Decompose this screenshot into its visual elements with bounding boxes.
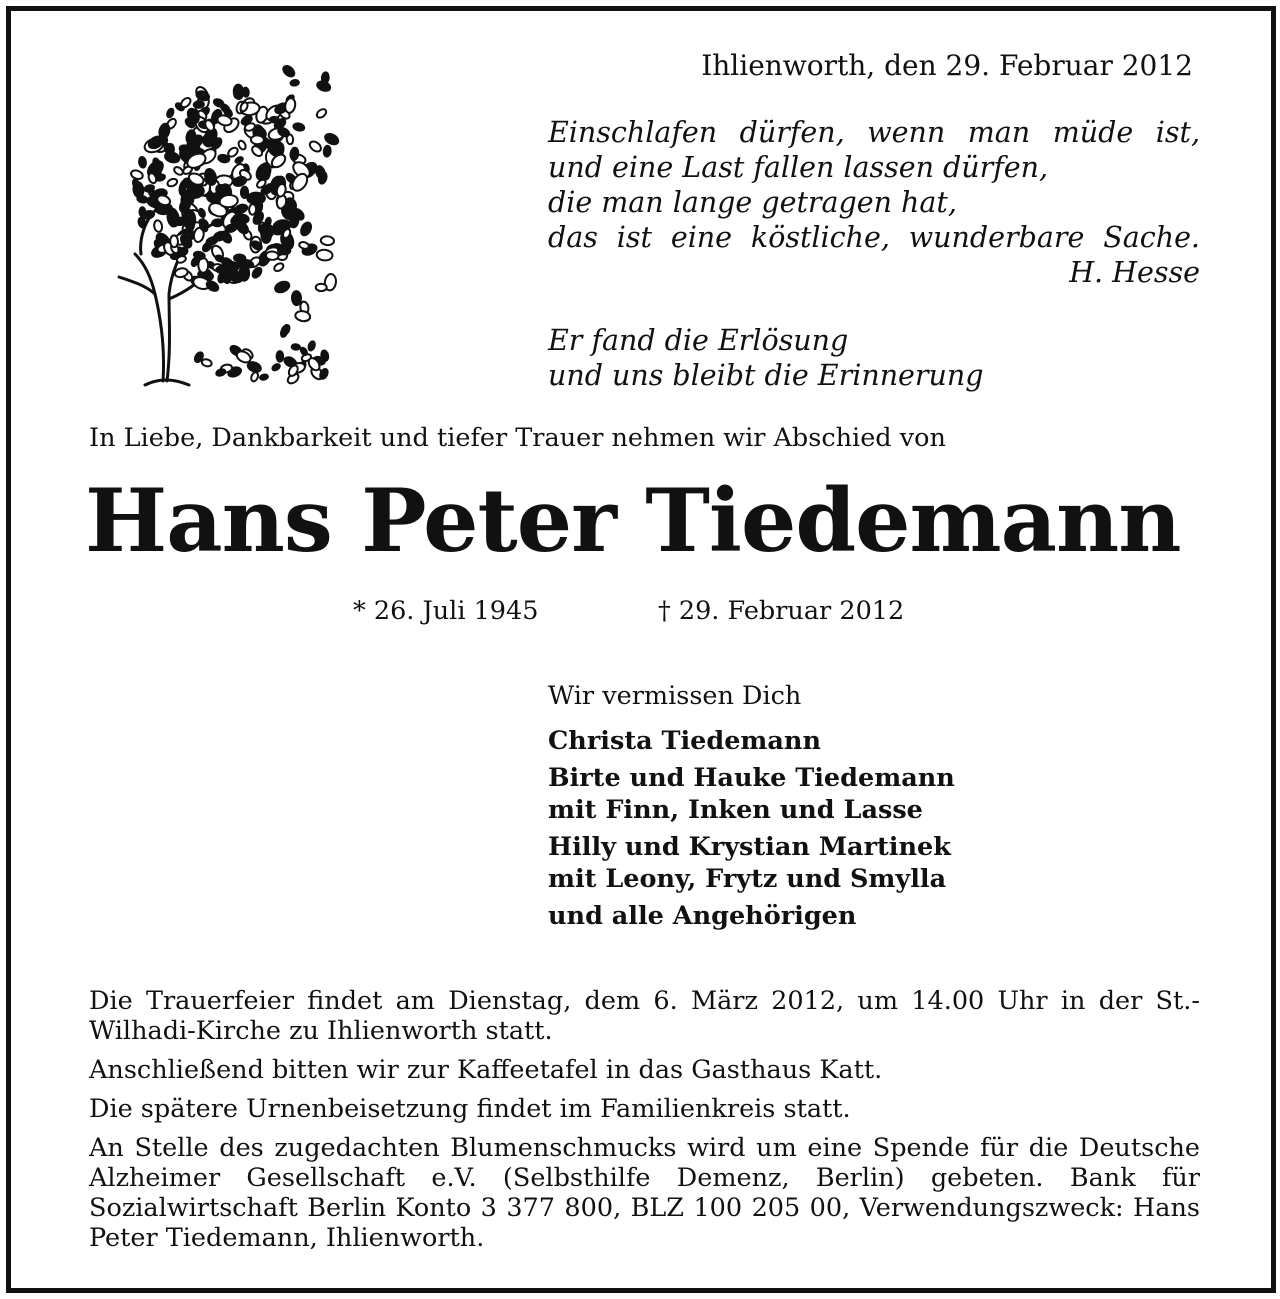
mourners-list: [548, 725, 955, 937]
leaf-mark: [298, 220, 313, 237]
leaf-mark: [271, 362, 282, 372]
poem-line: das ist eine köstliche, wunderbare Sache.: [548, 221, 1200, 254]
leaf-mark: [136, 194, 148, 204]
info-paragraph: Die Trauerfeier findet am Dienstag, dem 6. März 2012, um 14.00 Uhr in der St.-Wilhadi-Kirche zu Ihlienworth statt.: [89, 986, 1200, 1046]
info-paragraph: An Stelle des zugedachten Blumenschmucks wird um eine Spende für die Deutsche Alzheimer Gesellschaft e.V. (Selbsthilfe Demenz, Berlin) gebeten. Bank für Sozialwirtschaft Berlin Konto 3 377 800, BLZ 100 205 00, Verwendungszweck: Hans Peter Tiedemann, Ihlienworth.: [89, 1133, 1200, 1253]
leaf-mark: [182, 209, 196, 229]
poem-line: und eine Last fallen lassen dürfen,: [548, 151, 1049, 184]
leaf-mark: [292, 122, 305, 132]
leaf-mark: [153, 220, 163, 233]
leaf-mark: [250, 371, 259, 382]
mourner-line: und alle Angehörigen: [548, 901, 857, 931]
poem-line: die man lange getragen hat,: [548, 186, 957, 219]
leaf-mark: [266, 251, 279, 260]
mourner-line: mit Leony, Frytz und Smylla: [548, 864, 947, 894]
leaf-mark: [307, 340, 317, 352]
leaf-mark: [247, 192, 266, 204]
mourners-heading: Wir vermissen Dich: [548, 681, 802, 711]
mourner-line: mit Finn, Inken und Lasse: [548, 795, 923, 825]
quote-line: Er fand die Erlösung: [548, 324, 849, 357]
place-date: Ihlienworth, den 29. Februar 2012: [701, 49, 1193, 82]
mourner-group: [548, 725, 955, 757]
leaf-mark: [138, 156, 147, 169]
leaf-mark: [259, 373, 269, 381]
leaf-mark: [170, 235, 178, 247]
obituary-notice: [6, 6, 1276, 1293]
leaf-mark: [249, 204, 256, 215]
leaf-mark: [216, 266, 228, 274]
leaf-mark: [165, 107, 175, 119]
mourner-group: [548, 900, 955, 932]
quote-line: und uns bleibt die Erinnerung: [548, 359, 984, 392]
leaf-mark: [273, 279, 292, 295]
mourner-line: Hilly und Krystian Martinek: [548, 832, 951, 862]
leaf-mark: [316, 249, 333, 261]
leaf-mark: [273, 262, 285, 273]
leaf-mark: [201, 358, 212, 367]
leaf-mark: [198, 258, 208, 273]
leaf-mark: [193, 101, 205, 109]
leaf-mark: [290, 79, 300, 87]
mourner-group: [548, 762, 955, 826]
memorial-quote: [548, 323, 984, 393]
mourner-line: Christa Tiedemann: [548, 726, 822, 756]
leaf-mark: [219, 194, 238, 208]
mourner-group: [548, 831, 955, 895]
leaf-mark: [179, 96, 192, 109]
leaf-mark: [308, 139, 323, 153]
leaf-mark: [226, 146, 239, 158]
info-paragraph: Anschließend bitten wir zur Kaffeetafel in das Gasthaus Katt.: [89, 1055, 883, 1085]
poem-line: Einschlafen dürfen, wenn man müde ist,: [548, 116, 1200, 149]
leaf-mark: [291, 343, 301, 350]
leaf-mark: [276, 351, 284, 363]
leaf-mark: [315, 107, 328, 119]
info-paragraph: Die spätere Urnenbeisetzung findet im Familienkreis statt.: [89, 1094, 851, 1124]
leaf-mark: [321, 236, 335, 246]
deceased-name: Hans Peter Tiedemann: [85, 469, 1181, 572]
leaf-mark: [323, 145, 332, 157]
birth-date: * 26. Juli 1945: [353, 596, 539, 626]
farewell-intro: In Liebe, Dankbarkeit und tiefer Trauer nehmen wir Abschied von: [89, 423, 946, 453]
leaf-mark: [321, 72, 330, 84]
leaf-mark: [166, 178, 178, 188]
mourner-line: Birte und Hauke Tiedemann: [548, 763, 955, 793]
leaf-mark: [130, 169, 144, 180]
hesse-poem: [548, 115, 1200, 290]
poem-author: H. Hesse: [1069, 256, 1200, 289]
leaf-mark: [323, 131, 341, 147]
death-date: † 29. Februar 2012: [658, 596, 905, 626]
leaf-mark: [212, 219, 224, 227]
leaf-mark: [237, 140, 247, 151]
leaf-mark: [316, 284, 327, 291]
leaf-mark: [281, 63, 297, 79]
leaf-mark: [251, 135, 264, 144]
leaf-mark: [291, 290, 302, 305]
leaf-mark: [269, 116, 279, 123]
ceremony-info: [89, 986, 1200, 1262]
windblown-tree-icon: [85, 49, 345, 389]
leaf-mark: [298, 241, 309, 250]
leaf-mark: [173, 165, 185, 176]
leaf-mark: [139, 207, 146, 217]
